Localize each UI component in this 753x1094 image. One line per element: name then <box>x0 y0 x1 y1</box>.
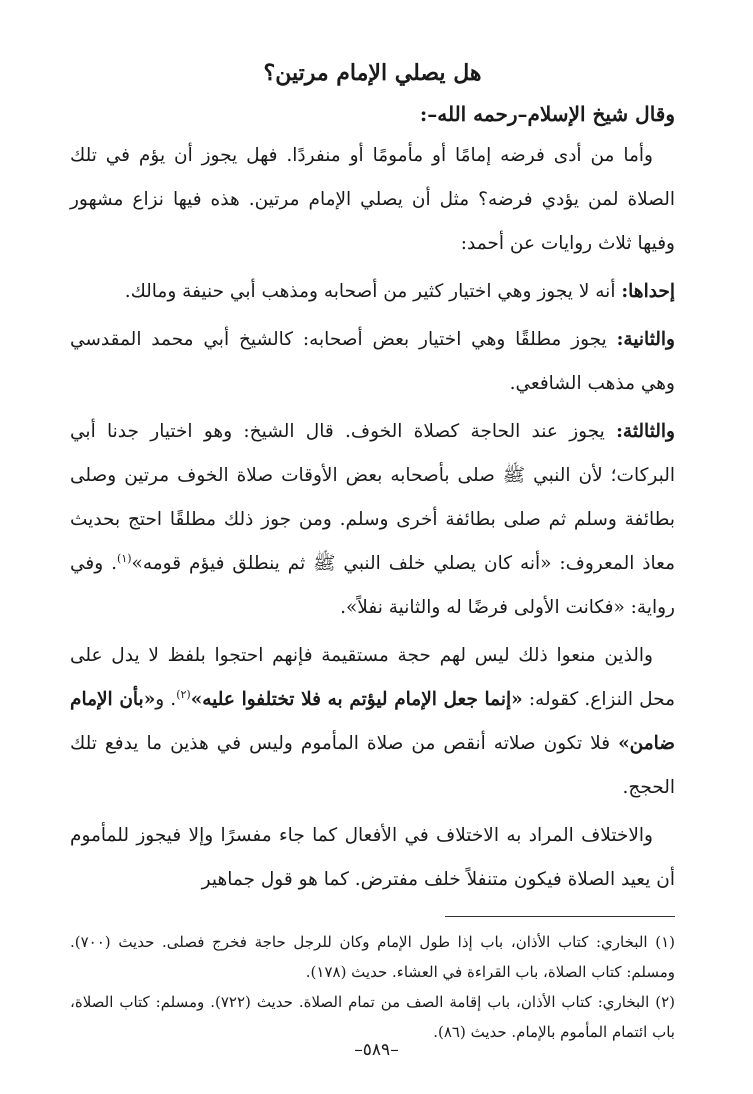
footnote-divider <box>445 916 675 917</box>
footnote-2: (٢) البخاري: كتاب الأذان، باب إقامة الصف من تمام الصلاة. حديث (٧٢٢). ومسلم: كتاب الصلاة، باب ائتمام المأموم بالإمام. حديث (٨٦). <box>70 993 675 1041</box>
objection-text-3: فلا تكون صلاته أنقص من صلاة المأموم وليس في هذين ما يدفع تلك الحجج. <box>70 733 675 798</box>
third-narration-text: يجوز عند الحاجة كصلاة الخوف. قال الشيخ: وهو اختيار جدنا أبي البركات؛ لأن النبي ﷺ صلى بأصحابه بعض الأوقات صلاة الخوف مرتين وصلى بطائفة وسلم ثم صلى بطائفة أخرى وسلم. ومن جوز ذلك مطلقًا احتج بحديث معاذ المعروف: «أنه كان يصلي خلف النبي ﷺ ثم ينطلق فيؤم قومه» <box>70 421 675 574</box>
intro-line: وقال شيخ الإسلام–رحمه الله–: <box>419 102 675 126</box>
hadith-quote-imam: «إنما جعل الإمام ليؤتم به فلا تختلفوا عليه» <box>190 689 523 710</box>
objection-text-2: . و <box>155 689 177 710</box>
footnote-1: (١) البخاري: كتاب الأذان، باب إذا طول الإمام وكان للرجل حاجة فخرج فصلى. حديث (٧٠٠). ومسلم: كتاب الصلاة، باب القراءة في العشاء. حديث (١٧٨). <box>70 933 675 981</box>
objection-text: والذين منعوا ذلك ليس لهم حجة مستقيمة فإنهم احتجوا بلفظ لا يدل على محل النزاع. كقوله: <box>70 645 675 710</box>
paragraph-difference: والاختلاف المراد به الاختلاف في الأفعال كما جاء مفسرًا وإلا فيجوز للمأموم أن يعيد الصلاة فيكون متنفلاً خلف مفترض. كما هو قول جماهير <box>70 825 675 890</box>
footnote-ref-1[interactable]: (١) <box>117 551 132 565</box>
hadith-quote-guarantor: «بأن الإمام ضامن» <box>70 689 675 754</box>
paragraph-second-narration <box>70 318 675 406</box>
footnote-ref-2[interactable]: (٢) <box>176 687 191 701</box>
page-number: –٥٨٩– <box>354 1040 399 1060</box>
first-narration-lead: إحداها: <box>621 281 675 302</box>
paragraph-first-narration <box>70 270 675 314</box>
page-title: هل يصلي الإمام مرتين؟ <box>263 60 482 86</box>
second-narration-lead: والثانية: <box>616 329 675 350</box>
third-narration-tail: . وفي رواية: «فكانت الأولى فرضًا له والثانية نفلاً». <box>70 553 675 618</box>
first-narration-text: أنه لا يجوز وهي اختيار كثير من أصحابه ومذهب أبي حنيفة ومالك. <box>124 281 622 302</box>
footnotes <box>70 927 675 1047</box>
paragraph-question: وأما من أدى فرضه إمامًا أو مأمومًا أو منفردًا. فهل يجوز أن يؤم في تلك الصلاة لمن يؤدي فرضه؟ مثل أن يصلي الإمام مرتين. هذه فيها نزاع مشهور وفيها ثلاث روايات عن أحمد: <box>70 145 675 254</box>
third-narration-lead: والثالثة: <box>616 421 675 442</box>
paragraph-objection <box>70 634 675 810</box>
second-narration-text: يجوز مطلقًا وهي اختيار بعض أصحابه: كالشيخ أبي محمد المقدسي وهي مذهب الشافعي. <box>70 329 675 394</box>
paragraph-third-narration <box>70 410 675 630</box>
